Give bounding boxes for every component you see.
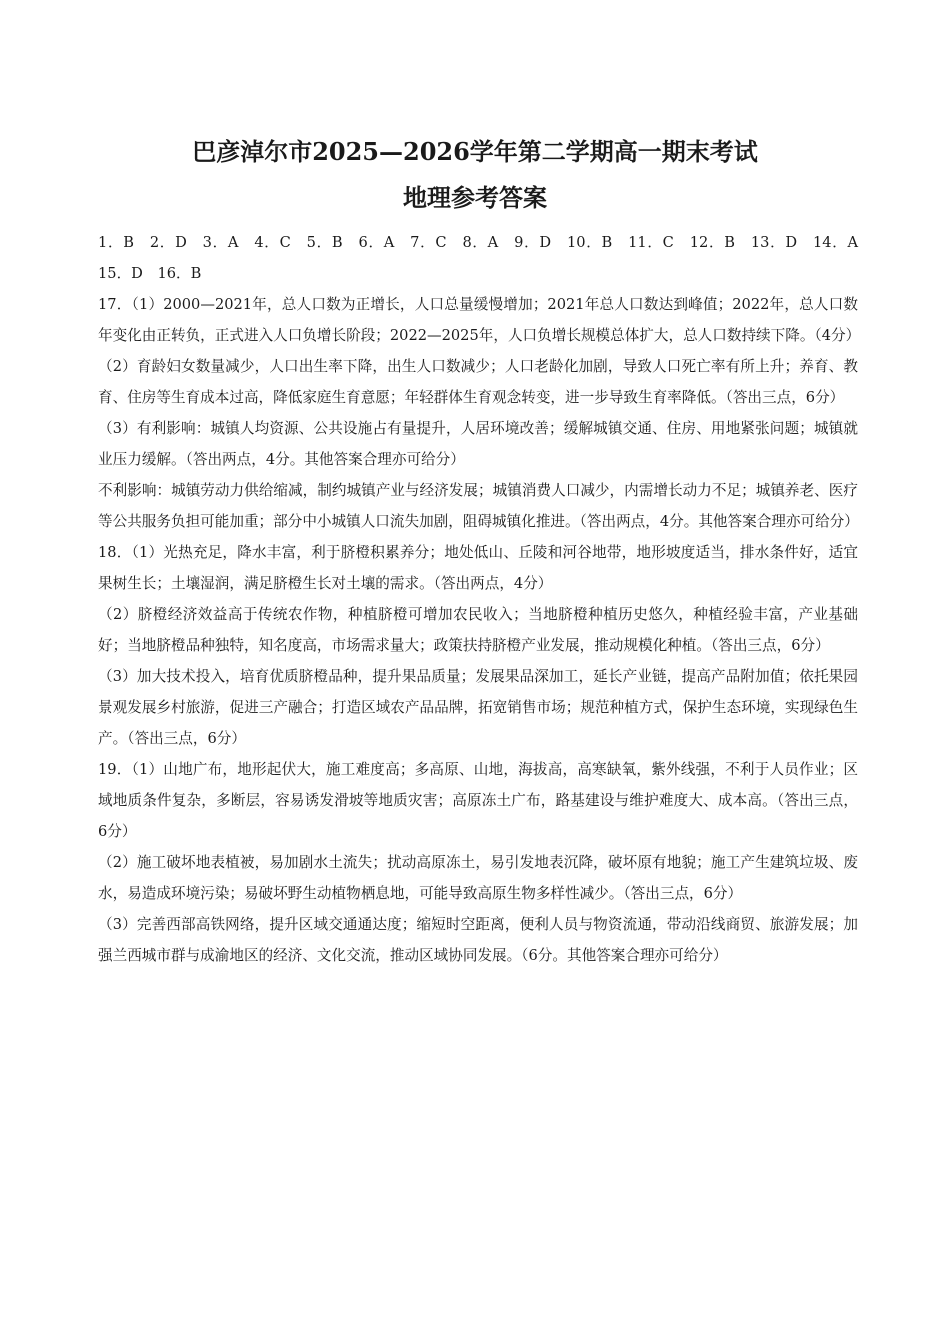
answer-paragraph-19-1: 19．（1）山地广布，地形起伏大，施工难度高；多高原、山地，海拔高，高寒缺氧，紫外线强，不利于人员作业；区域地质条件复杂，多断层，容易诱发滑坡等地质灾害；高原冻土广布，路基建设与维护难度大、成本高。（答出三点，6分） xyxy=(98,761,858,840)
document-subtitle: 地理参考答案 xyxy=(403,183,547,212)
answer-paragraph-18-3: （3）加大技术投入，培育优质脐橙品种，提升果品质量；发展果品深加工，延长产业链，提高产品附加值；依托果园景观发展乡村旅游，促进三产融合；打造区域农产品品牌，拓宽销售市场；规范种植方式，保护生态环境，实现绿色生产。（答出三点，6分） xyxy=(98,668,858,747)
answer-paragraph-17-3-negative: 不利影响：城镇劳动力供给缩减，制约城镇产业与经济发展；城镇消费人口减少，内需增长动力不足；城镇养老、医疗等公共服务负担可能加重；部分中小城镇人口流失加剧，阻碍城镇化推进。（答出两点，4分。其他答案合理亦可给分） xyxy=(98,482,859,530)
answer-paragraph-17-1: 17．（1）2000—2021年，总人口数为正增长，人口总量缓慢增加；2021年总人口数达到峰值；2022年，总人口数年变化由正转负，正式进入人口负增长阶段；2022—2025年，人口负增长规模总体扩大，总人口数持续下降。（4分） xyxy=(98,296,861,344)
answer-paragraph-19-3: （3）完善西部高铁网络，提升区域交通通达度；缩短时空距离，便利人员与物资流通，带动沿线商贸、旅游发展；加强兰西城市群与成渝地区的经济、文化交流，推动区域协同发展。（6分。其他答案合理亦可给分） xyxy=(98,916,858,964)
answer-paragraph-17-2: （2）育龄妇女数量减少，人口出生率下降，出生人口数减少；人口老龄化加剧，导致人口死亡率有所上升；养育、教育、住房等生育成本过高，降低家庭生育意愿；年轻群体生育观念转变，进一步导致生育率降低。（答出三点，6分） xyxy=(98,358,858,406)
answer-paragraph-17-3-positive: （3）有利影响：城镇人均资源、公共设施占有量提升，人居环境改善；缓解城镇交通、住房、用地紧张问题；城镇就业压力缓解。（答出两点，4分。其他答案合理亦可给分） xyxy=(98,420,858,468)
answer-paragraph-18-1: 18．（1）光热充足，降水丰富，利于脐橙积累养分；地处低山、丘陵和河谷地带，地形坡度适当，排水条件好，适宜果树生长；土壤湿润，满足脐橙生长对土壤的需求。（答出两点，4分） xyxy=(98,544,858,592)
multiple-choice-answers: 1．B 2．D 3．A 4．C 5．B 6．A 7．C 8．A 9．D 10．B 11．C 12．B 13．D 14．A 15．D 16．B xyxy=(98,234,873,282)
answer-content xyxy=(98,227,873,971)
answer-paragraph-19-2: （2）施工破坏地表植被，易加剧水土流失；扰动高原冻土，易引发地表沉降，破坏原有地貌；施工产生建筑垃圾、废水，易造成环境污染；易破坏野生动植物栖息地，可能导致高原生物多样性减少。（答出三点，6分） xyxy=(98,854,858,902)
document-title: 巴彦淖尔市2025—2026学年第二学期高一期末考试 xyxy=(192,137,758,166)
answer-paragraph-18-2: （2）脐橙经济效益高于传统农作物，种植脐橙可增加农民收入；当地脐橙种植历史悠久，种植经验丰富，产业基础好；当地脐橙品种独特，知名度高，市场需求量大；政策扶持脐橙产业发展，推动规模化种植。（答出三点，6分） xyxy=(98,606,858,654)
